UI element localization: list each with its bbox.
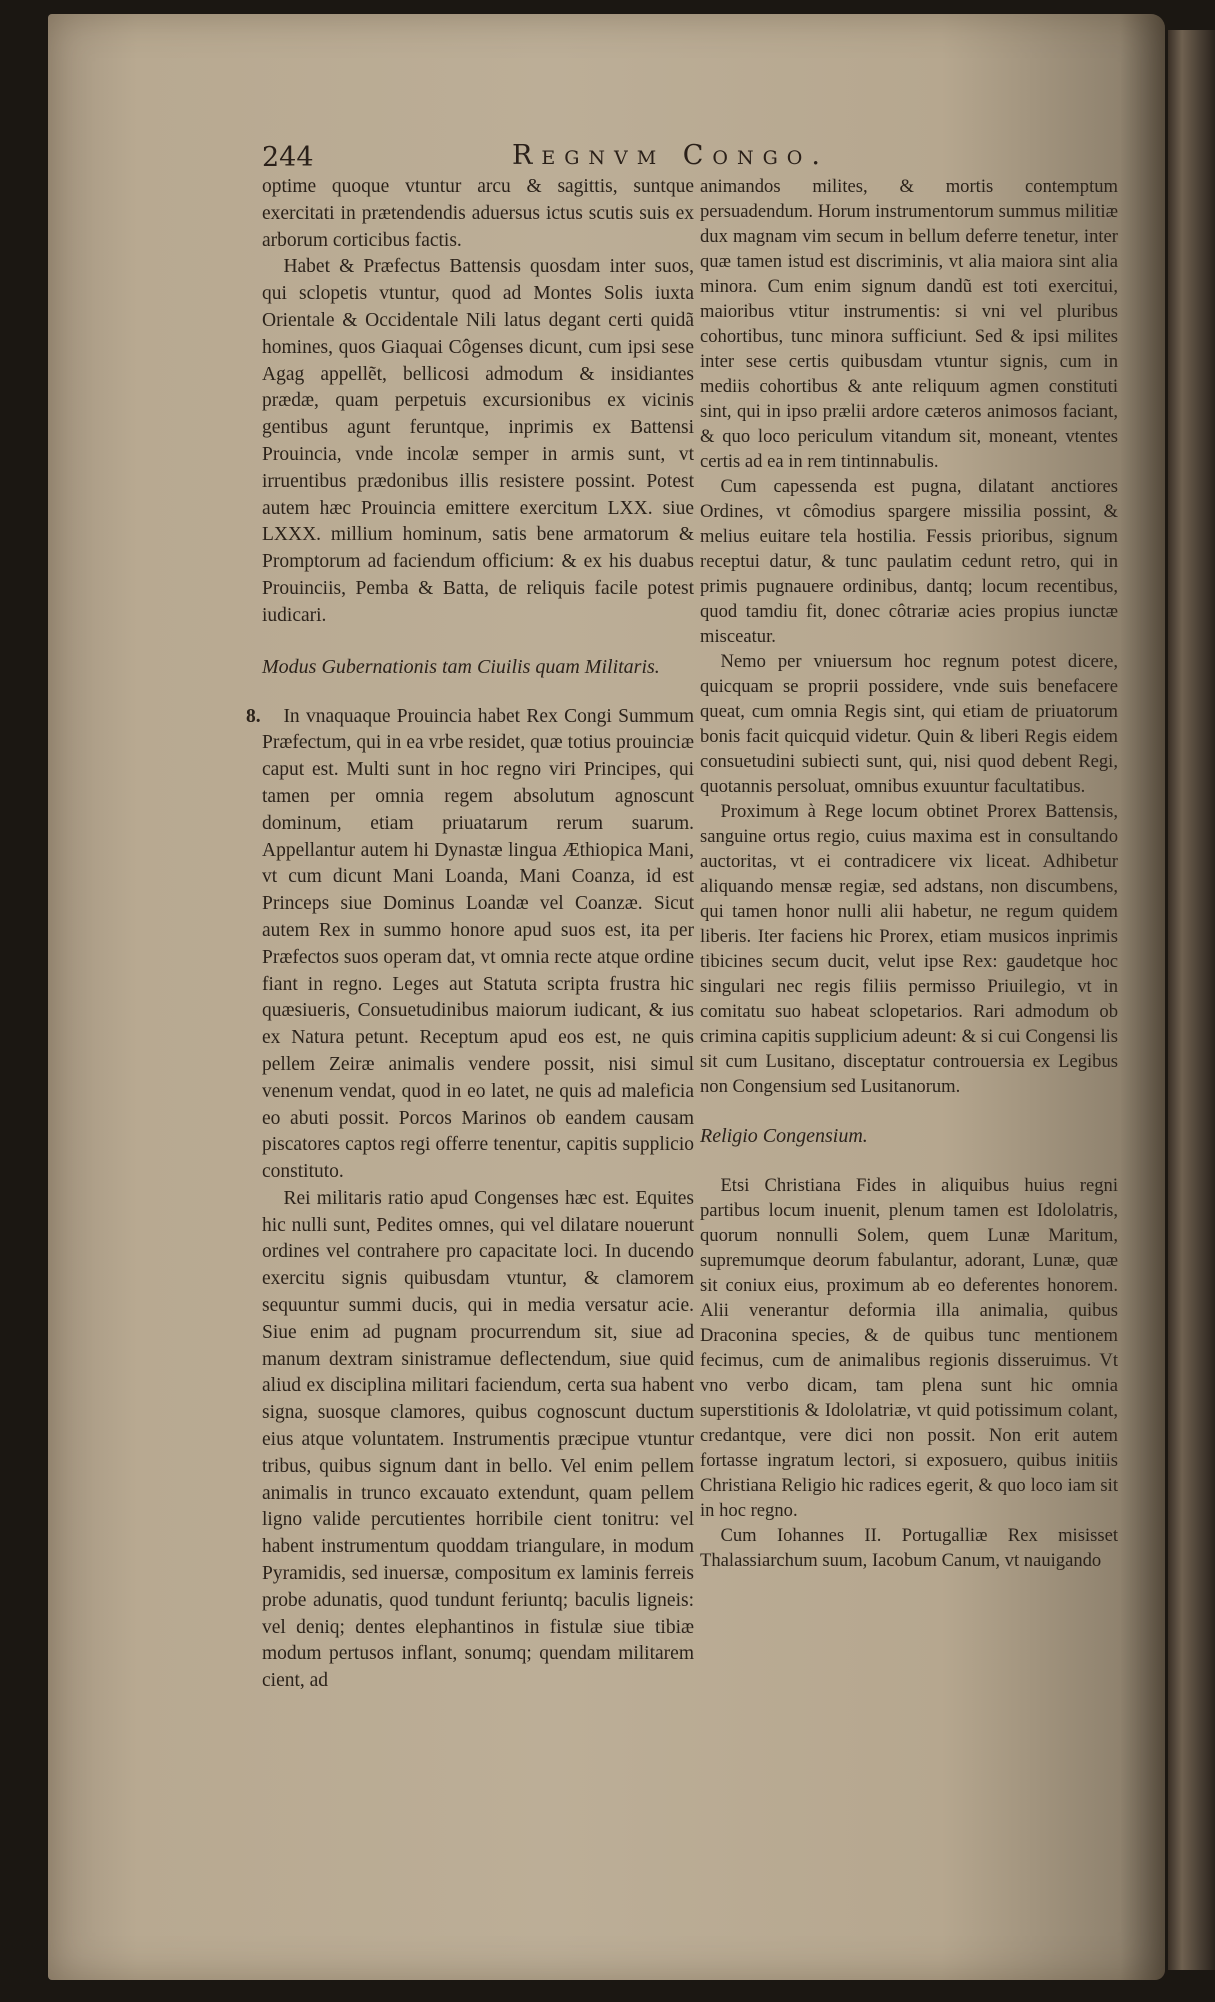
- section-heading: Religio Congensium.: [700, 1125, 868, 1147]
- right-column: [700, 174, 1118, 1573]
- page-header: [262, 140, 1142, 173]
- paragraph: Habet & Præfectus Battensis quosdam inter suos, qui sclopetis vtuntur, quod ad Montes Solis iuxta Orientale & Occidentale Nili latus degant certi quidã homines, quos Giaquai Côgenses dicunt, cum ipsi sese Agag appellẽt, bellicosi admodum & insidiantes prædæ, quam perpetuis excursionibus ex vicinis gentibus agunt feruntque, inprimis ex Battensi Prouincia, vnde incolæ semper in armis sunt, vt irruentibus prædonibus illis resistere possint. Potest autem hæc Prouincia emittere exercitum LXX. siue LXXX. millium hominum, satis bene armatorum & Promptorum ad faciendum officium: & ex his duabus Prouinciis, Pemba & Batta, de reliquis facile potest iudicari.: [262, 256, 694, 626]
- paragraph: optime quoque vtuntur arcu & sagittis, suntque exercitati in prætendendis aduersus ictus scutis suis ex arborum corticibus factis.: [262, 176, 694, 251]
- paragraph: In vnaquaque Prouincia habet Rex Congi Summum Præfectum, qui in ea vrbe residet, quæ totius prouinciæ caput est. Multi sunt in hoc regno viri Principes, qui tamen per omnia regem absolutum agnoscunt dominum, etiam priuatarum rerum suarum. Appellantur autem hi Dynastæ lingua Æthiopica Mani, vt cum dicunt Mani Loanda, Mani Coanza, id est Princeps siue Dominus Loandæ vel Coanzæ. Sicut autem Rex in summo honore apud suos est, ita per Præfectos suos operam dat, vt omnia recte atque ordine fiant in regno. Leges aut Statuta scripta frustra hic quæsiueris, Consuetudinibus maiorum iudicant, & ius ex Natura petunt. Receptum apud eos est, ne quis pellem Zeiræ animalis vendere possit, nisi simul venenum vendat, quod in eo latet, ne quis ad maleficia eo abuti possit. Porcos Marinos ob eandem causam piscatores captos regi offerre tenentur, capitis supplicio constituto.: [262, 705, 694, 1183]
- section-block: [246, 704, 694, 1186]
- section-heading: Modus Gubernationis tam Ciuilis quam Militaris.: [262, 655, 660, 678]
- paragraph: Cum capessenda est pugna, dilatant anctiores Ordines, vt cômodius spargere missilia possint, & melius euitare tela hostilia. Fessis prioribus, signum receptui datur, & tunc paulatim cedunt retro, qui in primis pugnauere ordinibus, dantq; locum recentibus, quod tamdiu fit, donec côtrariæ acies propius iunctæ misceatur.: [700, 476, 1118, 647]
- page-number: 244: [262, 142, 314, 173]
- running-title: Regnvm Congo.: [512, 140, 829, 171]
- margin-marker: 8.: [246, 705, 261, 727]
- paragraph: Nemo per vniuersum hoc regnum potest dicere, quicquam se proprii possidere, vnde suis benefacere queat, cum omnia Regis sint, qui etiam de priuatorum bonis facit quicquid videtur. Quin & liberi Regis eidem consuetudini subiecti sunt, qui, nisi quod debent Regi, quotannis persoluat, omnibus exuuntur facultatibus.: [700, 651, 1118, 797]
- paragraph: Rei militaris ratio apud Congenses hæc est. Equites hic nulli sunt, Pedites omnes, qui vel dilatare nouerunt ordines vel contrahere pro capacitate loci. In ducendo exercitu signis quibusdam vtuntur, & clamorem sequuntur summi ducis, qui in media versatur acie. Siue enim ad pugnam procurrendum sit, siue ad manum dextram sinistramue deflectendum, siue quid aliud ex disciplina militari faciendum, certa sua habent signa, suosque clamores, quibus cognoscunt ductum eius atque voluntatem. Instrumentis præcipue vtuntur tribus, quibus signum dant in bello. Vel enim pellem animalis in trunco excauato extendunt, quam pellem ligno valide percutientes horribile cient tonitru: vel habent instrumentum quoddam triangulare, in modum Pyramidis, sed inuersæ, compositum ex laminis ferreis probe adunatis, quod tundunt feriuntq; baculis ligneis: vel deniq; dentes elephantinos in fistulæ siue tibiæ modum pertusos inflant, sonumq; quendam militarem cient, ad: [262, 1187, 694, 1692]
- paragraph: Etsi Christiana Fides in aliquibus huius regni partibus locum inuenit, plenum tamen est Idololatris, quorum nonnulli Solem, quem Lunæ Maritum, supremumque deorum fabulantur, adorant, Lunæ, quæ sit coniux eius, proximum ab eo deferentes honorem. Alii venerantur deformia illa animalia, quibus Draconina species, & de quibus tunc mentionem fecimus, cum de animalibus regionis disseruimus. Vt vno verbo dicam, tam plena sunt hic omnia superstitionis & Idololatriæ, vt quid potissimum colant, credantque, vere dici non possit. Non erit autem fortasse ingratum lectori, si exposuero, quibus initiis Christiana Religio hic radices egerit, & quo loco iam sit in hoc regno.: [700, 1175, 1118, 1521]
- facing-page-edge: [1168, 30, 1215, 1970]
- left-column: [246, 174, 694, 1695]
- paragraph: Proximum à Rege locum obtinet Prorex Battensis, sanguine ortus regio, cuius maxima est in consultando auctoritas, vt ei contradicere vix liceat. Adhibetur aliquando mensæ regiæ, sed adstans, non discumbens, qui tamen honor nulli alii habetur, ne regum quidem liberis. Iter faciens hic Prorex, etiam musicos inprimis tibicines secum ducit, velut ipse Rex: gaudetque hoc singulari nec regis filiis permisso Priuilegio, vt in comitatu suo habeat sclopetarios. Rari admodum ob crimina capitis supplicium adeunt: & si cui Congensi lis sit cum Lusitano, disceptatur controuersia ex Legibus non Congensium sed Lusitanorum.: [700, 801, 1118, 1097]
- paragraph: Cum Iohannes II. Portugalliæ Rex misisset Thalassiarchum suum, Iacobum Canum, vt nauigando: [700, 1525, 1118, 1571]
- paragraph: animandos milites, & mortis contemptum persuadendum. Horum instrumentorum summus militiæ dux magnam vim secum in bellum deferre tenetur, inter quæ tamen istud est discriminis, vt alia maiora sint alia minora. Cum enim signum dandũ est toti exercitui, maioribus vtitur instrumentis: si vni vel pluribus cohortibus, tunc minora sufficiunt. Sed & ipsi milites inter sese certis quibusdam vtuntur signis, cum in mediis cohortibus & ante reliquum agmen constituti sint, qui in ipso prælii ardore cæteros animosos faciant, & quo loco periculum vitandum sit, moneant, vtentes certis ad ea in rem tintinnabulis.: [700, 176, 1118, 472]
